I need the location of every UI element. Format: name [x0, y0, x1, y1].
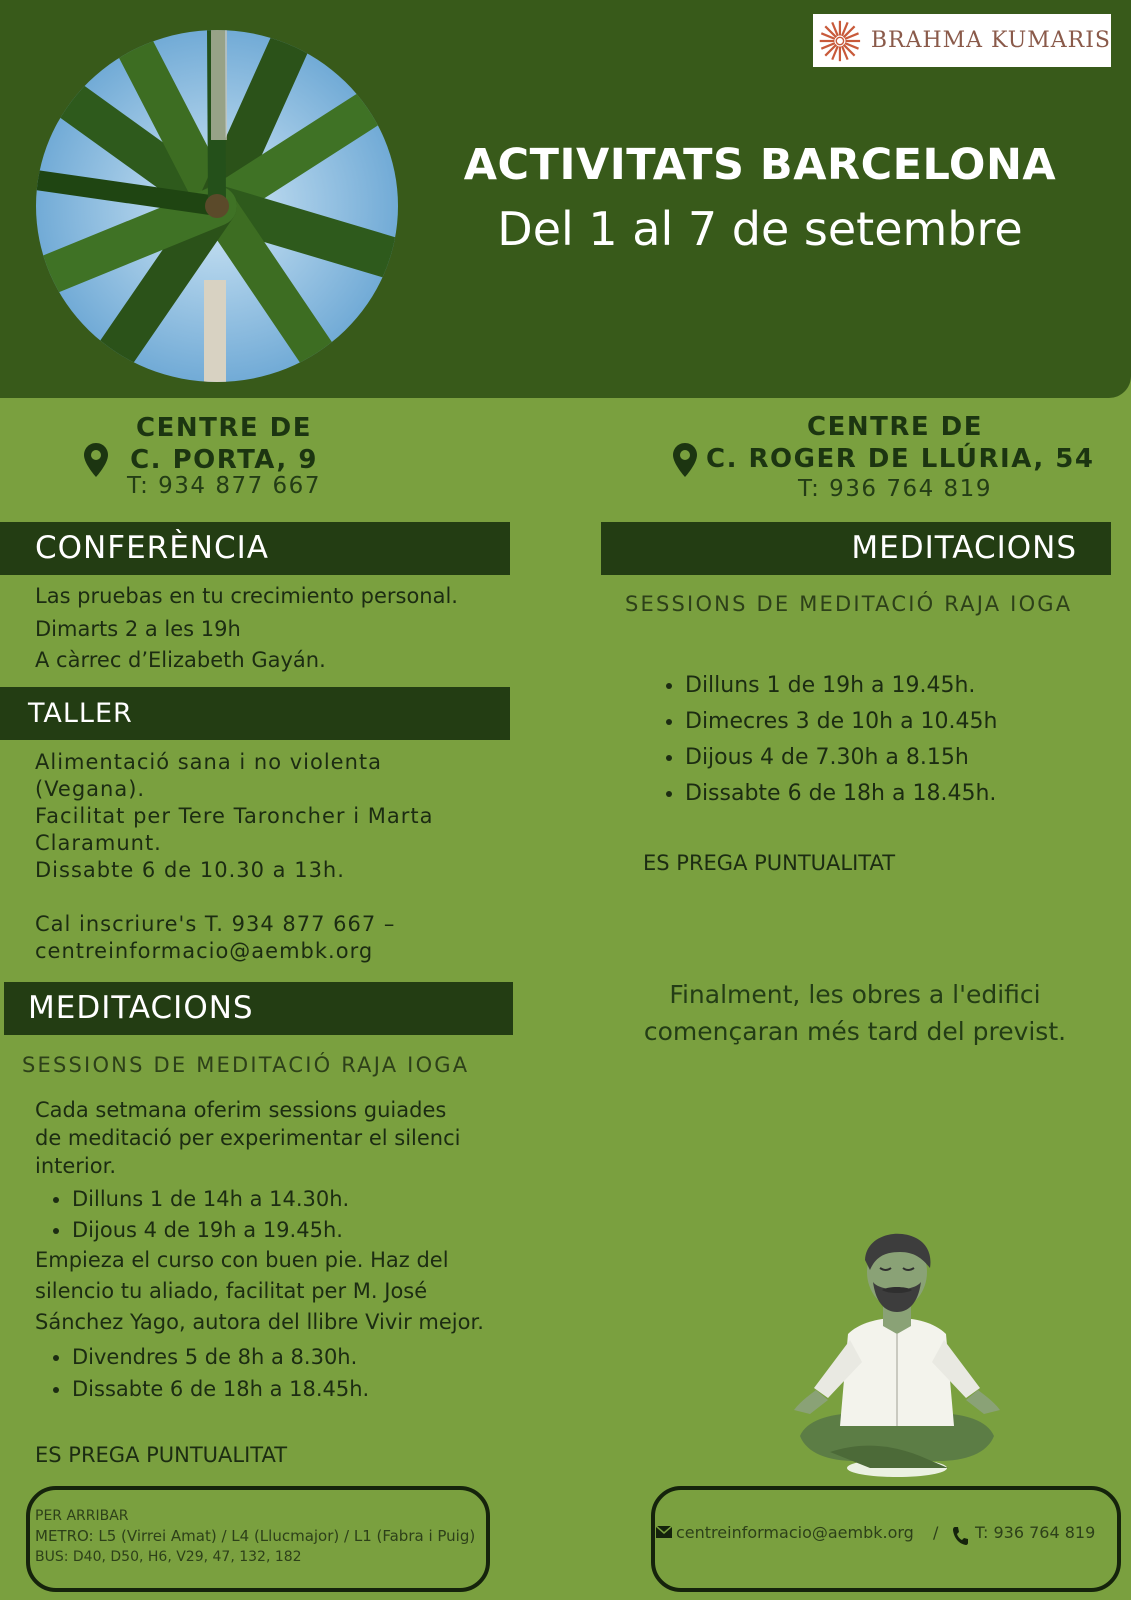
- left-meditacions-subheading: SESSIONS DE MEDITACIÓ RAJA IOGA: [22, 1053, 470, 1077]
- left-meditacions-intro-2: de meditació per experimentar el silenci: [35, 1126, 461, 1150]
- meditating-man-illustration: [770, 1230, 1024, 1484]
- list-item: • Divendres 5 de 8h a 8.30h.: [72, 1341, 369, 1373]
- left-meditacions-intro-3: interior.: [35, 1154, 116, 1178]
- left-meditacions-intro-1: Cada setmana oferim sessions guiades: [35, 1098, 447, 1122]
- left-centre-address: C. PORTA, 9: [130, 445, 318, 475]
- list-item: • Dilluns 1 de 14h a 14.30h.: [72, 1184, 349, 1215]
- email-icon: [656, 1526, 672, 1538]
- taller-date: Dissabte 6 de 10.30 a 13h.: [35, 858, 345, 882]
- taller-email: centreinformacio@aembk.org: [35, 939, 374, 963]
- left-meditacions-middle-3: Sánchez Yago, autora del llibre Vivir mejor.: [35, 1310, 484, 1334]
- conferencia-title: Las pruebas en tu crecimiento personal.: [35, 584, 458, 608]
- directions-title: PER ARRIBAR: [35, 1508, 129, 1524]
- right-centre-address: C. ROGER DE LLÚRIA, 54: [706, 444, 1095, 474]
- notice-line-1: Finalment, les obres a l'edifici: [669, 980, 1041, 1009]
- left-punctuality-note: ES PREGA PUNTUALITAT: [35, 1443, 288, 1467]
- list-item: • Dissabte 6 de 18h a 18.45h.: [72, 1373, 369, 1405]
- right-meditacions-list: [647, 668, 997, 812]
- notice-line-2: començaran més tard del previst.: [643, 1017, 1067, 1046]
- left-centre-title: [124, 412, 324, 476]
- right-centre-line1: CENTRE DE: [806, 412, 983, 442]
- right-punctuality-note: ES PREGA PUNTUALITAT: [643, 851, 896, 875]
- taller-title: Alimentació sana i no violenta: [35, 750, 383, 774]
- conferencia-heading: CONFERÈNCIA: [0, 522, 510, 575]
- list-item: • Dijous 4 de 7.30h a 8.15h: [685, 740, 997, 776]
- right-centre-title: [706, 411, 1095, 475]
- taller-heading: TALLER: [0, 687, 510, 740]
- conferencia-speaker: A càrrec d’Elizabeth Gayán.: [35, 648, 326, 672]
- taller-facilitator-cont: Claramunt.: [35, 831, 162, 855]
- contact-separator: /: [933, 1523, 939, 1542]
- conferencia-date: Dimarts 2 a les 19h: [35, 617, 241, 641]
- directions-bus: BUS: D40, D50, H6, V29, 47, 132, 182: [35, 1549, 302, 1565]
- left-meditacions-list-1: [34, 1184, 349, 1246]
- page-title: ACTIVITATS BARCELONA: [463, 140, 1057, 190]
- left-meditacions-middle-2: silencio tu aliado, facilitat per M. José: [35, 1279, 428, 1303]
- left-centre-phone: T: 934 877 667: [127, 473, 321, 499]
- page-subtitle: Del 1 al 7 de setembre: [497, 202, 1023, 256]
- list-item: • Dilluns 1 de 19h a 19.45h.: [685, 668, 997, 704]
- list-item: • Dimecres 3 de 10h a 10.45h: [685, 704, 997, 740]
- brahma-kumaris-logo: [813, 14, 1111, 67]
- contact-phone[interactable]: T: 936 764 819: [975, 1523, 1096, 1542]
- left-meditacions-list-2: [34, 1341, 369, 1405]
- right-centre-phone: T: 936 764 819: [798, 476, 992, 502]
- directions-metro: METRO: L5 (Virrei Amat) / L4 (Llucmajor) / L1 (Fabra i Puig): [35, 1527, 476, 1545]
- taller-title-cont: (Vegana).: [35, 777, 146, 801]
- palm-tree-photo: [36, 30, 398, 382]
- left-meditacions-heading: MEDITACIONS: [4, 982, 513, 1035]
- sun-icon: [817, 18, 863, 64]
- taller-facilitator: Facilitat per Tere Taroncher i Marta: [35, 804, 434, 828]
- left-meditacions-middle-1: Empieza el curso con buen pie. Haz del: [35, 1248, 449, 1272]
- right-meditacions-heading: MEDITACIONS: [601, 522, 1111, 575]
- list-item: • Dijous 4 de 19h a 19.45h.: [72, 1215, 349, 1246]
- location-pin-icon: [673, 443, 697, 477]
- location-pin-icon: [84, 443, 108, 477]
- right-meditacions-subheading: SESSIONS DE MEDITACIÓ RAJA IOGA: [625, 592, 1073, 616]
- logo-text: BRAHMA KUMARIS: [870, 28, 1111, 53]
- contact-email[interactable]: centreinformacio@aembk.org: [676, 1523, 914, 1542]
- phone-icon: [952, 1526, 968, 1546]
- left-centre-line1: CENTRE DE: [135, 413, 312, 443]
- list-item: • Dissabte 6 de 18h a 18.45h.: [685, 776, 997, 812]
- taller-registration: Cal inscriure's T. 934 877 667 –: [35, 912, 396, 936]
